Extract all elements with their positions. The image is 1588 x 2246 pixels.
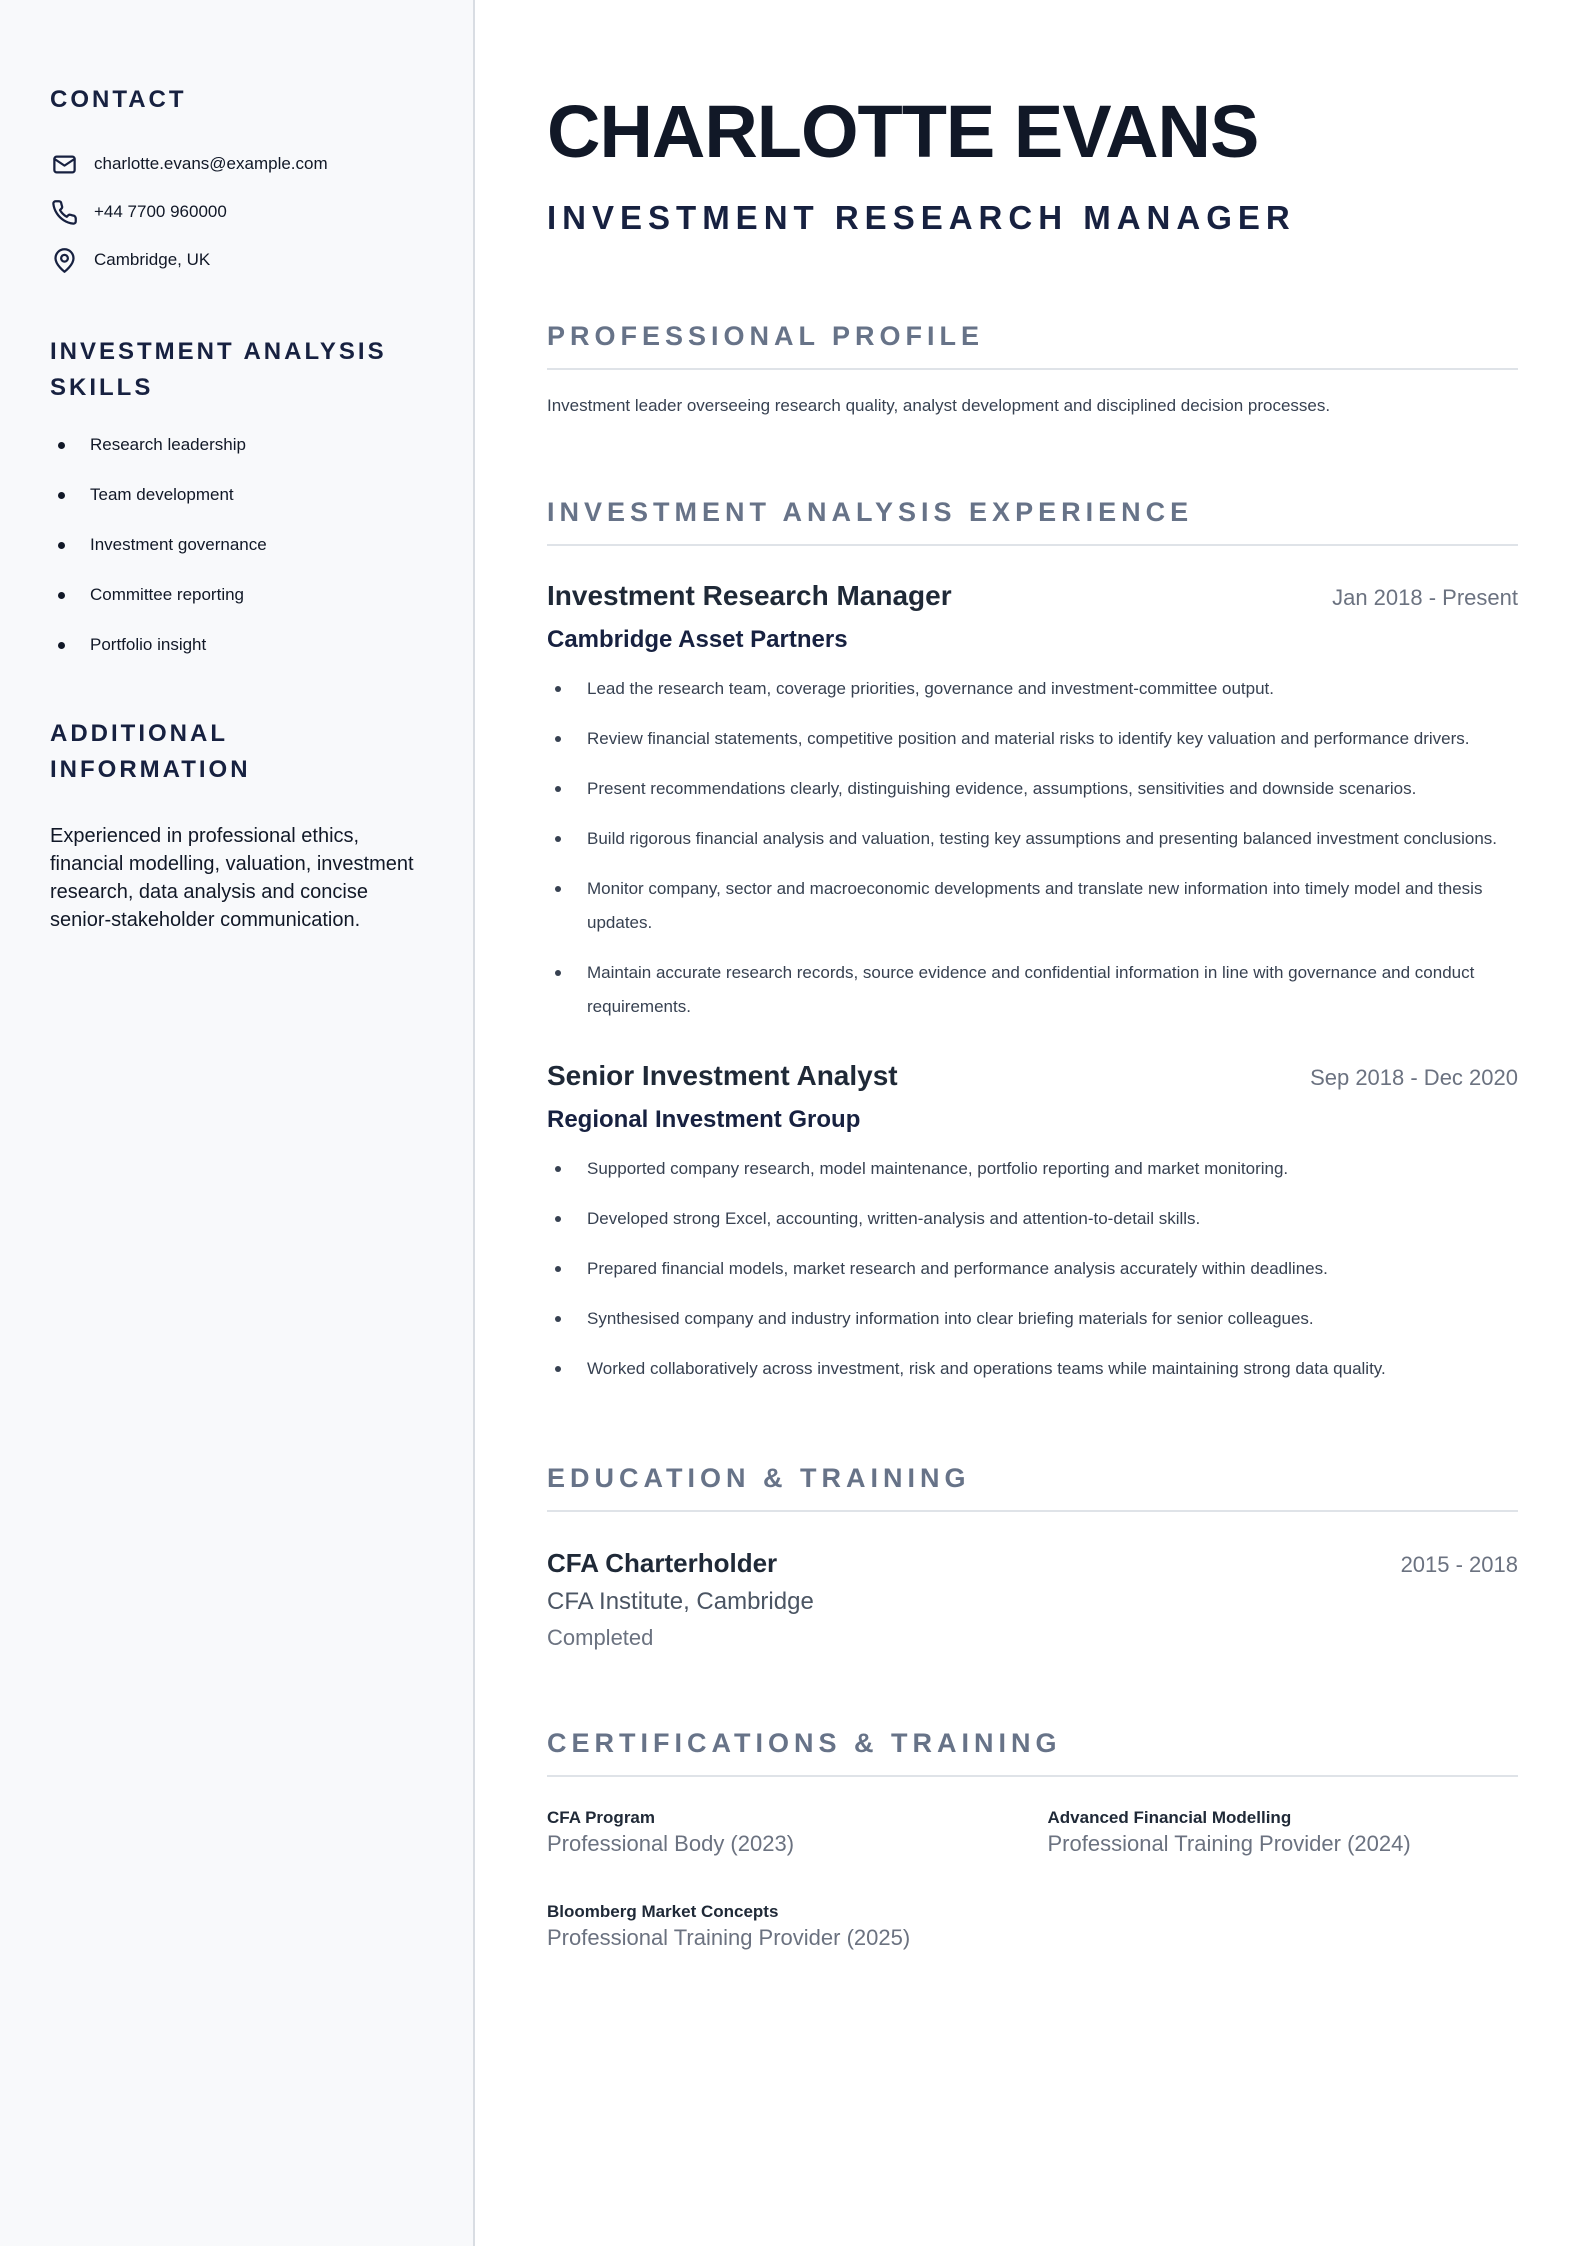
certification-item [547,1807,1018,1859]
education-entry [547,1546,1518,1653]
main-content [477,0,1588,2246]
experience-dates: Sep 2018 - Dec 2020 [1310,1065,1518,1090]
certification-provider: Professional Training Provider (2024) [1047,1831,1411,1856]
contact-location-text: Cambridge, UK [94,250,211,269]
mail-icon [50,150,78,178]
experience-entry [547,578,1518,1024]
education-dates: 2015 - 2018 [1400,1552,1518,1577]
experience-bullet: Worked collaboratively across investment, risk and operations teams while maintaining strong data quality. [547,1352,1518,1386]
contact-phone[interactable] [50,188,423,236]
experience-company: Cambridge Asset Partners [547,626,848,653]
contact-email-text[interactable]: charlotte.evans@example.com [94,154,328,173]
skills-heading: INVESTMENT ANALYSIS SKILLS [50,338,387,401]
experience-bullet: Developed strong Excel, accounting, written-analysis and attention-to-detail skills. [547,1202,1518,1236]
contact-phone-text[interactable]: +44 7700 960000 [94,202,227,221]
skill-item: Research leadership [50,434,423,484]
experience-bullet: Supported company research, model maintenance, portfolio reporting and market monitoring. [547,1152,1518,1186]
certification-provider: Professional Training Provider (2025) [547,1925,911,1950]
experience-bullet: Review financial statements, competitive position and material risks to identify key valuation and performance drivers. [547,722,1518,756]
contact-list [50,140,423,284]
education-institution: CFA Institute, Cambridge [547,1588,814,1615]
experience-bullet: Monitor company, sector and macroeconomic developments and translate new information into timely model and thesis updates. [547,872,1518,940]
phone-icon [50,198,78,226]
additional-info-text: Experienced in professional ethics, financial modelling, valuation, investment research, data analysis and concise senior-stakeholder communication. [50,825,414,931]
education-degree: CFA Charterholder [547,1548,778,1578]
certifications-heading: CERTIFICATIONS & TRAINING [547,1725,1518,1777]
experience-dates: Jan 2018 - Present [1332,585,1518,610]
experience-bullets [547,672,1518,1024]
additional-info-heading: ADDITIONAL INFORMATION [50,720,251,783]
certification-provider: Professional Body (2023) [547,1831,795,1856]
certification-name: Advanced Financial Modelling [1047,1808,1292,1827]
experience-title: Investment Research Manager [547,580,952,611]
skill-item: Team development [50,484,423,534]
experience-bullets [547,1152,1518,1386]
certifications-grid [547,1807,1518,1953]
certification-item [1048,1807,1519,1859]
experience-bullet: Lead the research team, coverage priorities, governance and investment-committee output. [547,672,1518,706]
profile-heading: PROFESSIONAL PROFILE [547,318,1518,370]
experience-company: Regional Investment Group [547,1106,861,1133]
contact-heading: CONTACT [50,86,187,113]
experience-bullet: Maintain accurate research records, source evidence and confidential information in line with governance and conduct requirements. [547,956,1518,1024]
education-status: Completed [547,1625,654,1650]
experience-entry [547,1058,1518,1386]
experience-bullet: Prepared financial models, market research and performance analysis accurately within deadlines. [547,1252,1518,1286]
certification-item [547,1901,1018,1953]
skill-item: Portfolio insight [50,634,423,684]
contact-email[interactable] [50,140,423,188]
education-heading: EDUCATION & TRAINING [547,1460,1518,1512]
experience-bullet: Build rigorous financial analysis and valuation, testing key assumptions and presenting balanced investment conclusions. [547,822,1518,856]
map-pin-icon [50,246,78,274]
experience-bullet: Synthesised company and industry information into clear briefing materials for senior colleagues. [547,1302,1518,1336]
skill-item: Committee reporting [50,584,423,634]
profile-text: Investment leader overseeing research quality, analyst development and disciplined decision processes. [547,396,1331,415]
contact-location [50,236,423,284]
experience-bullet: Present recommendations clearly, distinguishing evidence, assumptions, sensitivities and downside scenarios. [547,772,1518,806]
experience-title: Senior Investment Analyst [547,1060,898,1091]
certification-name: CFA Program [547,1808,656,1827]
candidate-name: CHARLOTTE EVANS [547,90,1259,173]
skills-list [50,434,423,684]
job-title-header: INVESTMENT RESEARCH MANAGER [547,199,1296,236]
experience-heading: INVESTMENT ANALYSIS EXPERIENCE [547,494,1518,546]
certification-name: Bloomberg Market Concepts [547,1902,779,1921]
skill-item: Investment governance [50,534,423,584]
sidebar [0,0,475,2246]
